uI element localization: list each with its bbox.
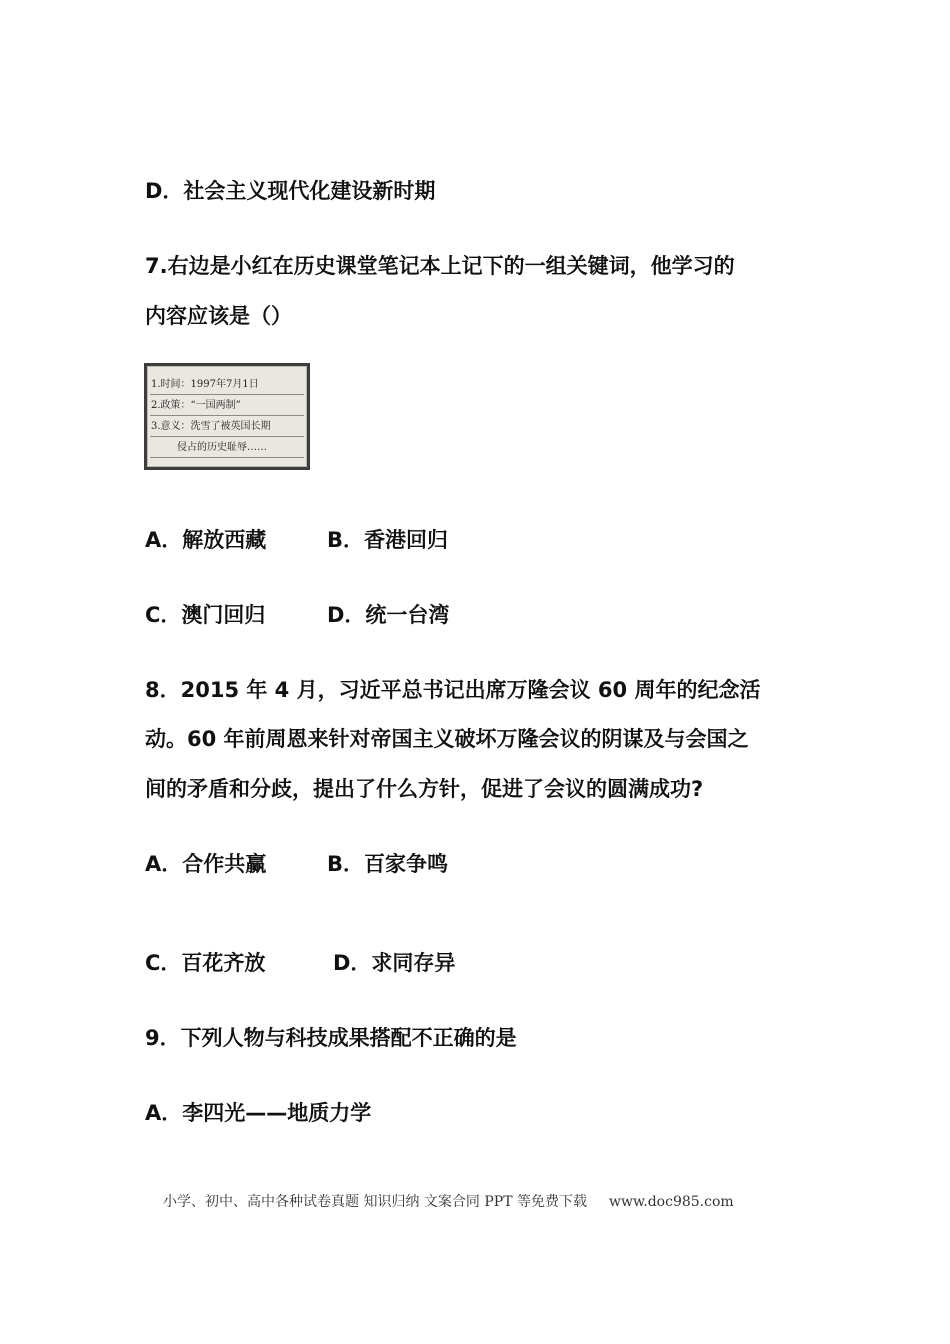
footer-text: 小学、初中、高中各种试卷真题 知识归纳 文案合同 PPT 等免费下载 [163, 1194, 587, 1210]
q7-option-d: D．统一台湾 [327, 603, 450, 627]
q7-question-line-1: 7.右边是小红在历史课堂笔记本上记下的一组关键词，他学习的 [145, 254, 735, 278]
q7-option-c: C．澳门回归 [145, 603, 266, 627]
q7-option-a: A．解放西藏 [145, 528, 267, 552]
q8-question-line-1: 8．2015 年 4 月，习近平总书记出席万隆会议 60 周年的纪念活 [145, 678, 761, 702]
q7-option-b: B．香港回归 [327, 528, 449, 552]
q8-option-a: A．合作共赢 [145, 852, 267, 876]
note-line-2: 2.政策：“一国两制” [151, 400, 241, 411]
q8-option-b: B．百家争鸣 [327, 852, 449, 876]
q8-option-d: D．求同存异 [333, 951, 456, 975]
note-line-1: 1.时间：1997年7月1日 [151, 379, 259, 390]
page-footer [163, 1191, 734, 1211]
note-line-3: 3.意义：洗雪了被英国长期 [151, 421, 271, 432]
q6-option-d: D．社会主义现代化建设新时期 [145, 179, 436, 203]
q8-option-c: C．百花齐放 [145, 951, 266, 975]
footer-url[interactable]: www.doc985.com [608, 1194, 734, 1210]
q7-question-line-2: 内容应该是（） [145, 304, 292, 328]
handwritten-note-image [144, 363, 310, 470]
q9-question-line-1: 9．下列人物与科技成果搭配不正确的是 [145, 1026, 517, 1050]
note-rule [150, 415, 304, 416]
q8-question-line-3: 间的矛盾和分歧，提出了什么方针，促进了会议的圆满成功? [145, 777, 704, 801]
q9-option-a: A．李四光——地质力学 [145, 1101, 372, 1125]
note-line-4: 侵占的历史耻辱…… [177, 442, 267, 453]
note-rule [150, 394, 304, 395]
q8-question-line-2: 动。60 年前周恩来针对帝国主义破坏万隆会议的阴谋及与会国之 [145, 727, 749, 751]
note-rule [150, 457, 304, 458]
note-rule [150, 436, 304, 437]
